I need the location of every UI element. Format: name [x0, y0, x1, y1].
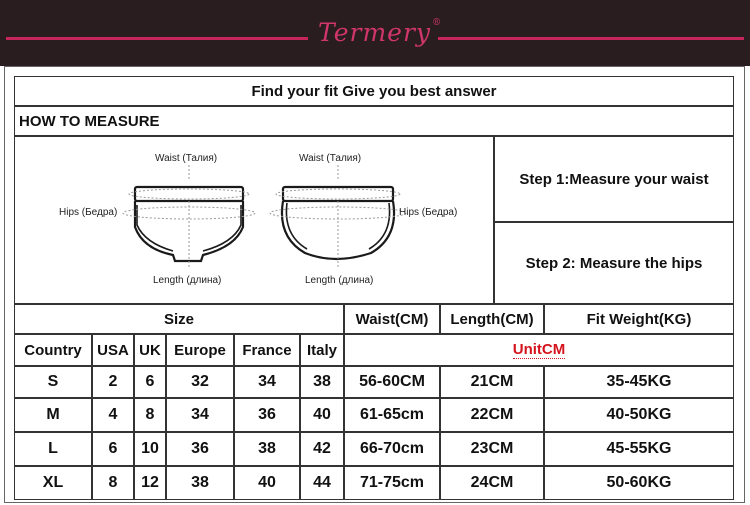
brand-banner	[0, 0, 750, 66]
back-waist-label: Waist (Талия)	[299, 153, 362, 164]
uk-cell: 12	[134, 466, 166, 500]
usa-col-header: USA	[92, 334, 134, 366]
country-col-header: Country	[14, 334, 92, 366]
size-cell: XL	[14, 466, 92, 500]
italy-col-header: Italy	[300, 334, 344, 366]
uk-col-header: UK	[134, 334, 166, 366]
length-cell: 22CM	[440, 398, 544, 432]
how-to-measure-heading: HOW TO MEASURE	[14, 106, 734, 136]
unit-note	[344, 334, 734, 366]
size-header: Size	[14, 304, 344, 334]
banner-line-right	[438, 37, 744, 40]
size-cell: S	[14, 366, 92, 398]
france-cell: 36	[234, 398, 300, 432]
banner-line-left	[6, 37, 308, 40]
length-cell: 23CM	[440, 432, 544, 466]
uk-cell: 8	[134, 398, 166, 432]
unit-note-text: UnitCM	[512, 341, 566, 358]
uk-cell: 10	[134, 432, 166, 466]
front-length-label: Length (длина)	[153, 275, 222, 286]
usa-cell: 4	[92, 398, 134, 432]
brand-logo	[318, 18, 443, 47]
europe-cell: 38	[166, 466, 234, 500]
front-guide-lines	[123, 165, 255, 267]
step-2-text: Step 2: Measure the hips	[494, 222, 734, 304]
front-waist-label: Waist (Талия)	[155, 153, 218, 164]
usa-cell: 8	[92, 466, 134, 500]
weight-cell: 50-60KG	[544, 466, 734, 500]
front-hips-label: Hips (Бедра)	[59, 207, 118, 218]
back-hips-label: Hips (Бедра)	[399, 207, 458, 218]
weight-cell: 40-50KG	[544, 398, 734, 432]
brand-registered-mark: ®	[432, 18, 443, 28]
europe-cell: 34	[166, 398, 234, 432]
fit-weight-header: Fit Weight(KG)	[544, 304, 734, 334]
length-header: Length(CM)	[440, 304, 544, 334]
waist-cell: 56-60CM	[344, 366, 440, 398]
length-cell: 24CM	[440, 466, 544, 500]
measure-diagram	[14, 136, 494, 304]
france-cell: 34	[234, 366, 300, 398]
italy-cell: 40	[300, 398, 344, 432]
usa-cell: 6	[92, 432, 134, 466]
italy-cell: 44	[300, 466, 344, 500]
back-guide-lines	[270, 165, 406, 267]
france-cell: 38	[234, 432, 300, 466]
italy-cell: 38	[300, 366, 344, 398]
length-cell: 21CM	[440, 366, 544, 398]
back-length-label: Length (длина)	[305, 275, 374, 286]
briefs-illustration	[15, 137, 493, 303]
italy-cell: 42	[300, 432, 344, 466]
europe-cell: 32	[166, 366, 234, 398]
waist-cell: 66-70cm	[344, 432, 440, 466]
waist-header: Waist(CM)	[344, 304, 440, 334]
step-1-text: Step 1:Measure your waist	[494, 136, 734, 222]
waist-cell: 71-75cm	[344, 466, 440, 500]
uk-cell: 6	[134, 366, 166, 398]
brand-name: Termery	[318, 18, 432, 47]
europe-cell: 36	[166, 432, 234, 466]
size-cell: M	[14, 398, 92, 432]
europe-col-header: Europe	[166, 334, 234, 366]
weight-cell: 45-55KG	[544, 432, 734, 466]
waist-cell: 61-65cm	[344, 398, 440, 432]
france-cell: 40	[234, 466, 300, 500]
chart-title: Find your fit Give you best answer	[14, 76, 734, 106]
usa-cell: 2	[92, 366, 134, 398]
weight-cell: 35-45KG	[544, 366, 734, 398]
france-col-header: France	[234, 334, 300, 366]
size-cell: L	[14, 432, 92, 466]
